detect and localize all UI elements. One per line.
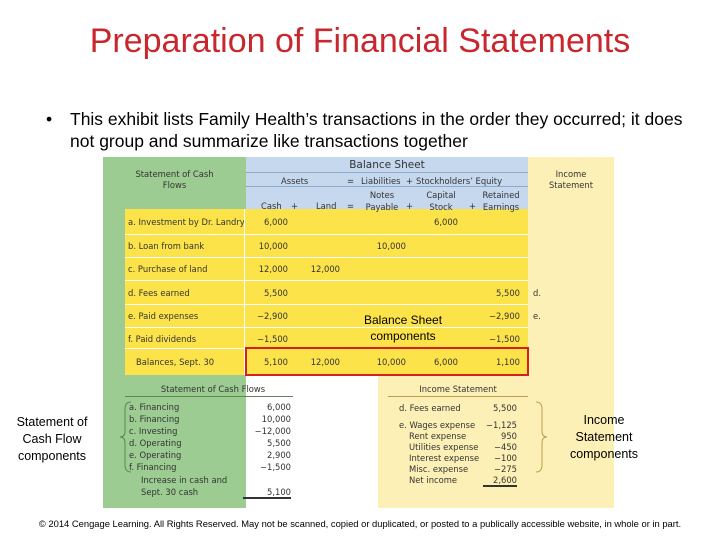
income-statement-callout: Income Statement components [569, 413, 639, 461]
is-title: Income Statement [419, 384, 497, 394]
is-value: 2,600 [483, 475, 517, 487]
col-land: Land [316, 201, 337, 211]
notes-balance: 10,000 [376, 357, 406, 367]
scf-value: 2,900 [267, 450, 291, 460]
scf-label: a. Financing [129, 402, 180, 412]
scf-label: Increase in cash and [141, 475, 228, 485]
scf-value: 5,100 [243, 487, 291, 499]
scf-header: Statement of Cash Flows [135, 169, 214, 190]
scf-label: d. Operating [129, 438, 182, 448]
is-label: Misc. expense [409, 464, 469, 474]
capital-balance: 6,000 [434, 357, 458, 367]
is-value: −100 [493, 453, 517, 463]
retained-value: −1,500 [489, 334, 520, 344]
retained-value: 5,500 [496, 288, 520, 298]
scf-label: b. Financing [129, 414, 180, 424]
col-capital: Capital Stock [426, 190, 456, 212]
is-label: e. Wages expense [399, 420, 476, 430]
plus-sign: + [406, 176, 414, 186]
retained-value: −2,900 [489, 311, 520, 321]
col-retained: Retained Earnings [482, 190, 520, 212]
scf-value: 10,000 [261, 414, 291, 424]
land-value: 12,000 [310, 264, 340, 274]
col-notes: Notes Payable [365, 190, 399, 212]
scf-label: e. Operating [129, 450, 182, 460]
is-label: Net income [409, 475, 458, 485]
is-label: d. Fees earned [399, 403, 461, 413]
ref-marker: e. [533, 311, 541, 321]
cash-value: 12,000 [258, 264, 288, 274]
balance-sheet-callout: Balance Sheet components [363, 313, 443, 343]
plus-sign: + [469, 201, 477, 211]
slide-title: Preparation of Financial Statements [89, 22, 631, 60]
row-label: d. Fees earned [128, 288, 190, 298]
is-label: Interest expense [409, 453, 480, 463]
is-value: 5,500 [493, 403, 517, 413]
financial-exhibit [103, 157, 614, 508]
cash-value: −2,900 [257, 311, 288, 321]
row-label: b. Loan from bank [128, 241, 205, 251]
plus-sign: + [291, 201, 299, 211]
scf-label: Sept. 30 cash [141, 487, 199, 497]
equity-header: Stockholders’ Equity [416, 176, 503, 186]
notes-value: 10,000 [376, 241, 406, 251]
row-label: a. Investment by Dr. Landry [128, 217, 245, 227]
equals-sign: = [347, 201, 355, 211]
row-label: f. Paid dividends [128, 334, 197, 344]
assets-header: Assets [281, 176, 309, 186]
scf-label: c. Investing [129, 426, 178, 436]
bullet-dot: • [46, 109, 53, 129]
land-balance: 12,000 [310, 357, 340, 367]
row-label: c. Purchase of land [128, 264, 208, 274]
bullet-text: This exhibit lists Family Health’s transactions in the order they occurred; it does not group and summarize like transactions together [70, 109, 683, 151]
bs-header: Balance Sheet [349, 159, 425, 171]
row-label: e. Paid expenses [128, 311, 199, 321]
ref-marker: d. [533, 288, 541, 298]
cash-value: −1,500 [257, 334, 288, 344]
bullet-point [46, 108, 706, 152]
is-value: −1,125 [486, 420, 517, 430]
scf-value: 6,000 [267, 402, 291, 412]
cash-balance: 5,100 [264, 357, 288, 367]
is-value: 950 [501, 431, 517, 441]
cash-value: 5,500 [264, 288, 288, 298]
retained-balance: 1,100 [496, 357, 520, 367]
equals-sign: = [347, 176, 355, 186]
copyright-footer: © 2014 Cengage Learning. All Rights Reserved. May not be scanned, copied or duplicated, or posted to a publically accessible website, in whole or in part. [38, 518, 682, 529]
cash-value: 10,000 [258, 241, 288, 251]
scf-title: Statement of Cash Flows [160, 384, 266, 394]
cash-flow-callout: Statement of Cash Flow components [16, 415, 88, 463]
scf-label: f. Financing [129, 462, 177, 472]
scf-value: −1,500 [260, 462, 291, 472]
is-value: −450 [493, 442, 517, 452]
balances-label: Balances, Sept. 30 [136, 357, 215, 367]
is-label: Rent expense [409, 431, 467, 441]
capital-value: 6,000 [434, 217, 458, 227]
balance-highlight-box [245, 347, 529, 376]
is-value: −275 [493, 464, 517, 474]
plus-sign: + [406, 201, 414, 211]
liabilities-header: Liabilities [361, 176, 401, 186]
scf-value: 5,500 [267, 438, 291, 448]
cash-value: 6,000 [264, 217, 288, 227]
is-header: Income Statement [548, 169, 594, 190]
scf-brace-icon [119, 401, 133, 473]
is-label: Utilities expense [409, 442, 479, 452]
is-brace-icon [534, 401, 548, 473]
scf-value: −12,000 [254, 426, 291, 436]
col-cash: Cash [261, 201, 282, 211]
